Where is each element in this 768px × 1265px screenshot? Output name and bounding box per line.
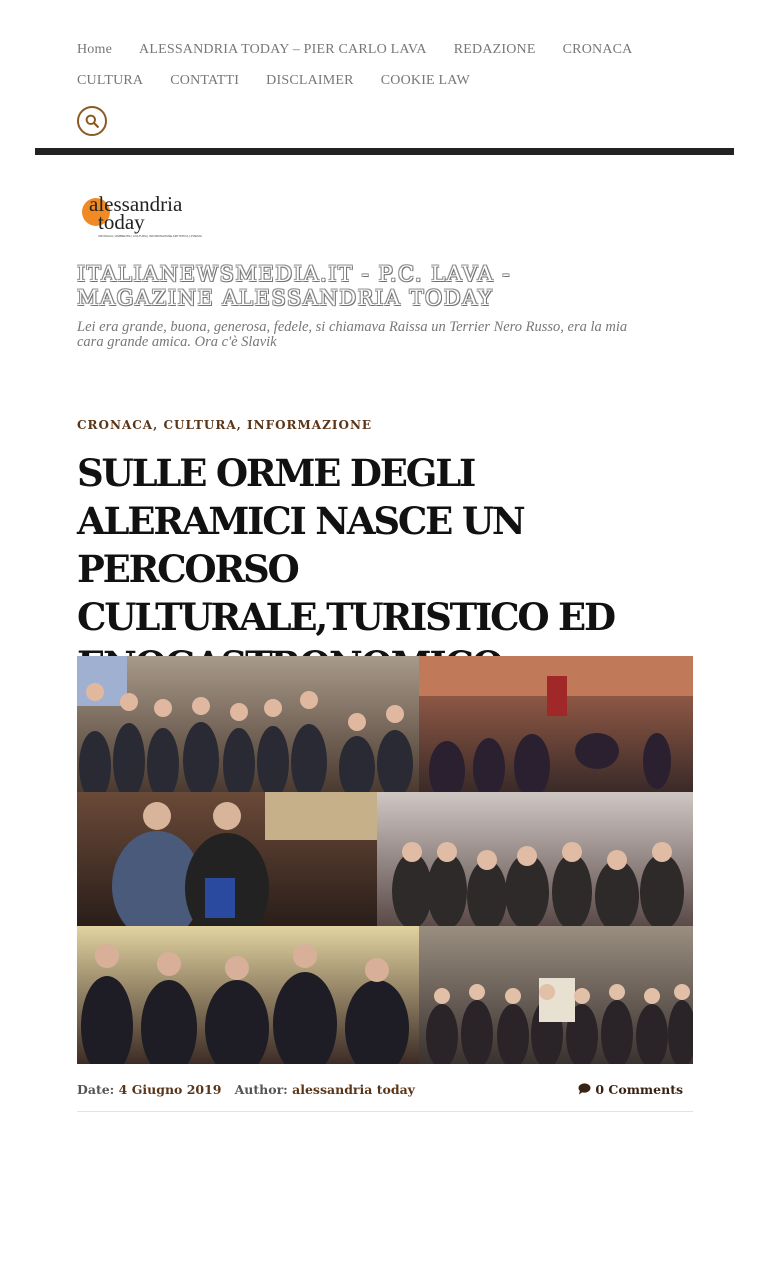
site-logo[interactable] — [80, 187, 210, 239]
logo-line2: today — [98, 210, 145, 234]
date-label: Date: — [77, 1082, 115, 1097]
nav-item-cronaca[interactable]: CRONACA — [562, 42, 633, 57]
author-label: Author: — [234, 1082, 288, 1097]
meta-separator — [77, 1111, 693, 1112]
featured-image-collage[interactable] — [77, 656, 693, 1064]
site-tagline: Lei era grande, buona, generosa, fedele, si chiamava Raissa un Terrier Nero Russo, era la mia cara grande amica. Ora c'è Slavik — [77, 319, 628, 350]
post-author[interactable]: alessandria today — [292, 1082, 415, 1097]
site-title-line2: MAGAZINE ALESSANDRIA TODAY — [77, 286, 494, 310]
nav-item-cookie-law[interactable]: COOKIE LAW — [380, 73, 470, 88]
header-divider-bar — [35, 148, 734, 155]
nav-item-redazione[interactable]: REDAZIONE — [453, 42, 536, 57]
category-link-cronaca[interactable]: CRONACA — [77, 418, 154, 432]
post-meta — [77, 1082, 683, 1102]
nav-item-disclaimer[interactable]: DISCLAIMER — [266, 73, 354, 88]
search-icon — [85, 114, 99, 128]
post-headline: SULLE ORME DEGLI ALERAMICI NASCE UN PERCORSO CULTURALE,TURISTICO ED — [77, 451, 614, 639]
site-title-line1: ITALIANEWSMEDIA.IT - P.C. LAVA - — [77, 262, 511, 286]
nav-item-cultura[interactable]: CULTURA — [77, 73, 144, 88]
comments-link[interactable] — [578, 1082, 683, 1097]
search-button[interactable] — [77, 106, 107, 136]
comment-icon — [578, 1083, 591, 1095]
post-date[interactable]: 4 Giugno 2019 — [118, 1082, 222, 1097]
category-link-informazione[interactable]: INFORMAZIONE — [247, 418, 373, 432]
site-title[interactable] — [77, 262, 637, 310]
post-categories: CRONACA, CULTURA, INFORMAZIONE — [77, 418, 373, 432]
logo-small-text: CRONACA | AMBIENTE | CULTURA | INFORMAZIONE ARTISTICA | POESIA — [98, 234, 202, 238]
category-link-cultura[interactable]: CULTURA — [163, 418, 237, 432]
logo-line1: alessandria — [89, 192, 183, 216]
nav-item-home[interactable]: Home — [77, 42, 113, 57]
logo-graphic — [80, 187, 210, 239]
collage-graphic — [77, 656, 693, 1064]
nav-item-alessandria-today[interactable]: ALESSANDRIA TODAY – PIER CARLO LAVA — [139, 42, 427, 57]
comments-count: 0 Comments — [595, 1082, 683, 1097]
nav-row-1 — [77, 42, 632, 58]
nav-item-contatti[interactable]: CONTATTI — [170, 73, 240, 88]
nav-row-2 — [77, 73, 470, 89]
